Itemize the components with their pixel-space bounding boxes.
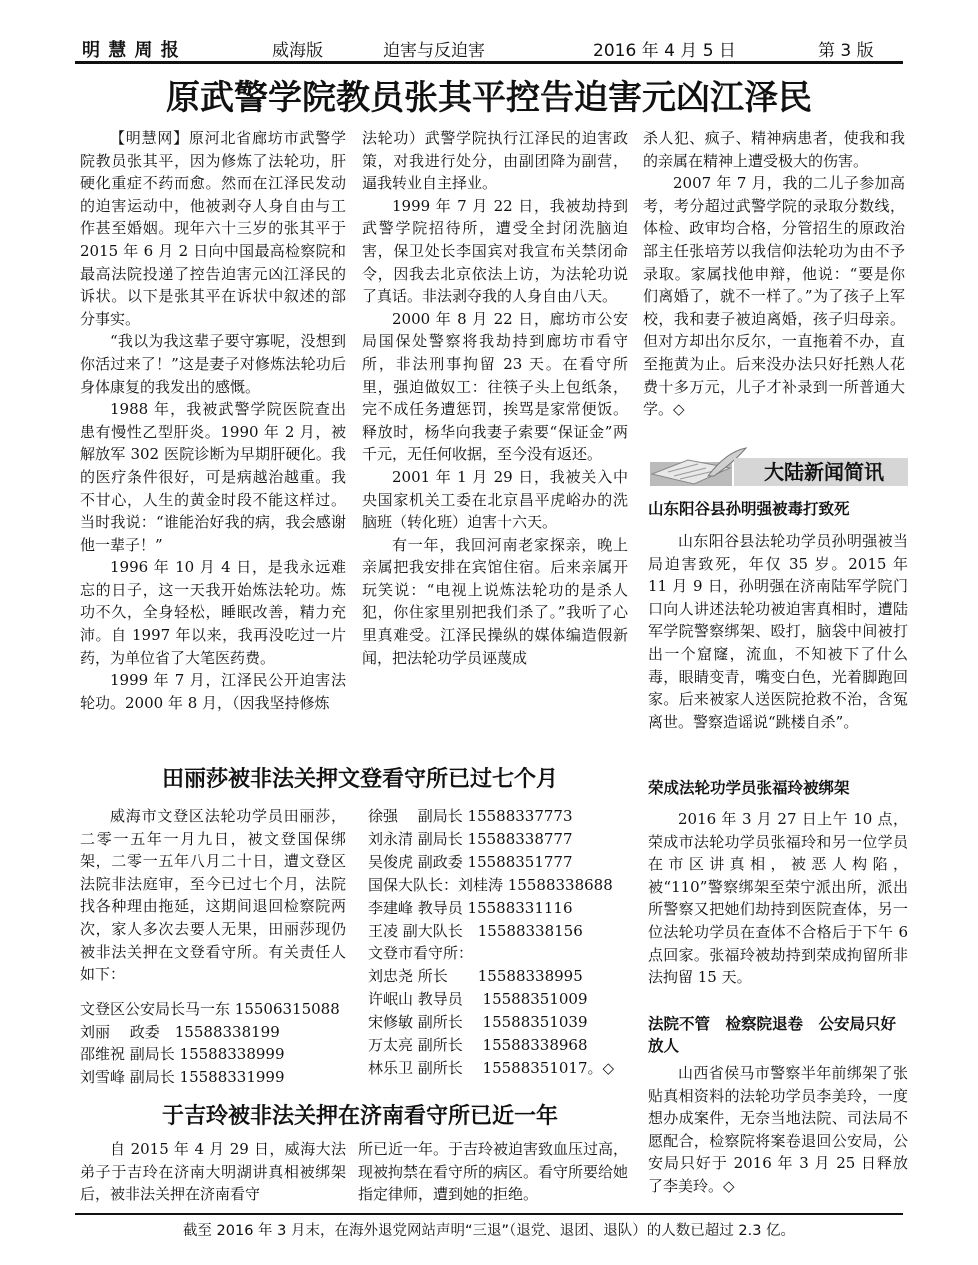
official-entry: 邵维祝 副局长 15588338999	[80, 1045, 285, 1064]
issue-date: 2016 年 4 月 5 日	[593, 41, 736, 61]
paragraph: “我以为我这辈子要守寡呢，没想到你活过来了！”这是妻子对修炼法轮功后身体康复的我发出的感慨。	[80, 332, 346, 396]
official-entry: 万太亮 副所长 15588338968	[368, 1036, 588, 1055]
article3-title: 于吉玲被非法关押在济南看守所已近一年	[161, 1104, 558, 1129]
main-article-col1	[80, 127, 346, 747]
paragraph: 杀人犯、疯子、精神病患者，使我和我的亲属在精神上遭受极大的伤害。	[643, 129, 905, 170]
news-item-title: 荣成法轮功学员张福玲被绑架	[648, 779, 850, 797]
article2-body	[80, 805, 346, 1000]
official-entry: 刘忠尧 所长 15588338995	[368, 967, 583, 986]
paragraph: 2007 年 7 月，我的二儿子参加高考，考分超过武警学院的录取分数线，体检、政审均合格，分管招生的原政治部主任张培芳以我信仰法轮功为由不予录取。家属找他申辩，他说：“要是你们离婚了，就不一样了。”为了孩子上军校，我和妻子被迫离婚，孩子归母亲。但对方却出尔反尔，一直拖着不办，直至拖黄为止。后来没办法只好托熟人花费十多万元，儿子才补录到一所普通大学。◇	[643, 174, 905, 419]
news-item-body	[648, 1062, 908, 1210]
official-entry: 文登市看守所：	[368, 944, 474, 963]
paragraph: 法轮功）武警学院执行江泽民的迫害政策，对我进行处分，由副团降为副营，逼我转业自主择业。	[362, 129, 628, 193]
paragraph: 1999 年 7 月 22 日，我被劫持到武警学院招待所，遭受全封闭洗脑迫害，保卫处长李国宾对我宣布关禁闭命令，因我去北京依法上访，为法轮功说了真话。非法剥夺我的人身自由八天。	[362, 196, 628, 306]
footer-rule	[75, 1213, 903, 1215]
page-number: 第 3 版	[818, 41, 874, 61]
header-rule	[75, 61, 903, 64]
officials-list-1	[80, 998, 350, 1094]
official-entry: 国保大队长：刘桂涛 15588338688	[368, 875, 613, 894]
official-entry: 林乐卫 副所长 15588351017。◇	[368, 1058, 615, 1077]
paragraph: 自 2015 年 4 月 29 日，威海大法弟子于吉玲在济南大明湖讲真相被绑架后，被非法关押在济南看守	[80, 1140, 346, 1204]
official-entry: 吴俊虎 副政委 15588351777	[368, 852, 573, 871]
main-article-title: 原武警学院教员张其平控告迫害元凶江泽民	[166, 78, 812, 118]
article3-col1	[80, 1138, 346, 1208]
paragraph: 山东阳谷县法轮功学员孙明强被当局迫害致死，年仅 35 岁。2015 年 11 月 9 日，孙明强在济南陆军学院门口向人讲述法轮功被迫害真相时，遭陆军学院警察绑架、殴打，脑袋中间被打出一个窟窿，流血，不知被下了什么毒，眼睛变青，嘴变白色，光着脚跑回家。后来被家人送医院抢救不治，含冤离世。警察造谣说“跳楼自杀”。	[648, 532, 908, 731]
paragraph: 2000 年 8 月 22 日，廊坊市公安局国保处警察将我劫持到廊坊市看守所，非法刑事拘留 23 天。在看守所里，强迫做奴工：往筷子头上包纸条，完不成任务遭惩罚，挨骂是家常便饭。释放时，杨华向我妻子索要“保证金”两千元，无任何收据，至今没有返还。	[362, 309, 628, 464]
official-entry: 李建峰 教导员 15588331116	[368, 898, 573, 917]
officials-list-2	[368, 805, 640, 1095]
official-entry: 王凌 副大队长 15588338156	[368, 921, 583, 940]
paragraph: 山西省侯马市警察半年前绑架了张贴真相资料的法轮功学员李美玲，一度想办成案件，无奈当地法院、司法局不愿配合，检察院将案卷退回公安局，公安局只好于 2016 年 3 月 25 日释放了李美玲。◇	[648, 1064, 908, 1195]
official-entry: 许岷山 教导员 15588351009	[368, 990, 588, 1009]
main-article-col3	[643, 127, 905, 439]
article2-title: 田丽莎被非法关押文登看守所已过七个月	[161, 767, 558, 792]
official-entry: 刘永清 副局长 15588338777	[368, 829, 573, 848]
news-item-title: 山东阳谷县孙明强被毒打致死	[648, 500, 850, 518]
masthead: 明 慧 周 报	[82, 40, 180, 61]
paragraph: 所已近一年。于吉玲被迫害致血压过高，现被拘禁在看守所的病区。看守所要给她指定律师，遭到她的拒绝。	[358, 1140, 628, 1204]
paragraph: 有一年，我回河南老家探亲，晚上亲属把我安排在宾馆住宿。后来亲属开玩笑说：“电视上说炼法轮功的是杀人犯，你住家里别把我们杀了。”我听了心里真难受。江泽民操纵的媒体编造假新闻，把法轮功学员诬蔑成	[362, 535, 628, 667]
paragraph: 1988 年，我被武警学院医院查出患有慢性乙型肝炎。1990 年 2 月，被解放军 302 医院诊断为早期肝硬化。我的医疗条件很好，可是病越治越重。我不甘心，人生的黄金时段不能这样过。当时我说：“谁能治好我的病，我会感谢他一辈子！”	[80, 400, 346, 554]
section-name: 迫害与反迫害	[383, 41, 485, 61]
footer-note: 截至 2016 年 3 月末，在海外退党网站声明“三退”（退党、退团、退队）的人数已超过 2.3 亿。	[182, 1223, 796, 1239]
paragraph: 威海市文登区法轮功学员田丽莎，二零一五年一月九日，被文登国保绑架，二零一五年八月二十日，遭文登区法院非法庭审，至今已过七个月，法院找各种理由拖延，这期间退回检察院两次，家人多次去要人无果，田丽莎现仍被非法关押在文登看守所。有关责任人如下：	[80, 807, 346, 984]
paragraph: 1999 年 7 月，江泽民公开迫害法轮功。2000 年 8 月，（因我坚持修炼	[80, 671, 346, 712]
news-brief-badge	[648, 446, 910, 488]
paragraph: 2016 年 3 月 27 日上午 10 点，荣成市法轮功学员张福玲和另一位学员在市区讲真相，被恶人构陷，被“110”警察绑架至荣宁派出所，派出所警察又把她们劫持到医院查体，另一位法轮功学员在查体不合格后于下午 6 点回家。张福玲被劫持到荣成拘留所非法拘留 15 天。	[648, 810, 908, 987]
paragraph: 1996 年 10 月 4 日，是我永远难忘的日子，这一天我开始炼法轮功。炼功不久，全身轻松，睡眠改善，精力充沛。自 1997 年以来，我再没吃过一片药，为单位省了大笔医药费。	[80, 558, 346, 667]
official-entry: 徐强 副局长 15588337773	[368, 807, 573, 825]
edition: 威海版	[272, 41, 323, 61]
main-article-col2	[362, 127, 628, 747]
paragraph: 2001 年 1 月 29 日，我被关入中央国家机关工委在北京昌平虎峪办的洗脑班（转化班）迫害十六天。	[362, 467, 628, 532]
official-entry: 文登区公安局长马一东 15506315088	[80, 1000, 340, 1018]
official-entry: 刘雪峰 副局长 15588331999	[80, 1067, 285, 1086]
official-entry: 刘丽 政委 15588338199	[80, 1022, 280, 1041]
news-item-title: 法院不管 检察院退卷 公安局只好放人	[648, 1015, 897, 1055]
news-item-body	[648, 808, 908, 1006]
official-entry: 宋修敏 副所长 15588351039	[368, 1013, 588, 1032]
article3-col2	[358, 1138, 628, 1208]
news-item-body	[648, 530, 908, 772]
news-brief-label: 大陆新闻简讯	[764, 460, 884, 484]
paragraph: 【明慧网】原河北省廊坊市武警学院教员张其平，因为修炼了法轮功，肝硬化重症不药而愈。然而在江泽民发动的迫害运动中，他被剥夺人身自由与工作甚至婚姻。现年六十三岁的张其平于 2015 年 6 月 2 日向中国最高检察院和最高法院投递了控告迫害元凶江泽民的诉状。以下是张其平在诉状中叙述的部分事实。	[80, 129, 346, 328]
